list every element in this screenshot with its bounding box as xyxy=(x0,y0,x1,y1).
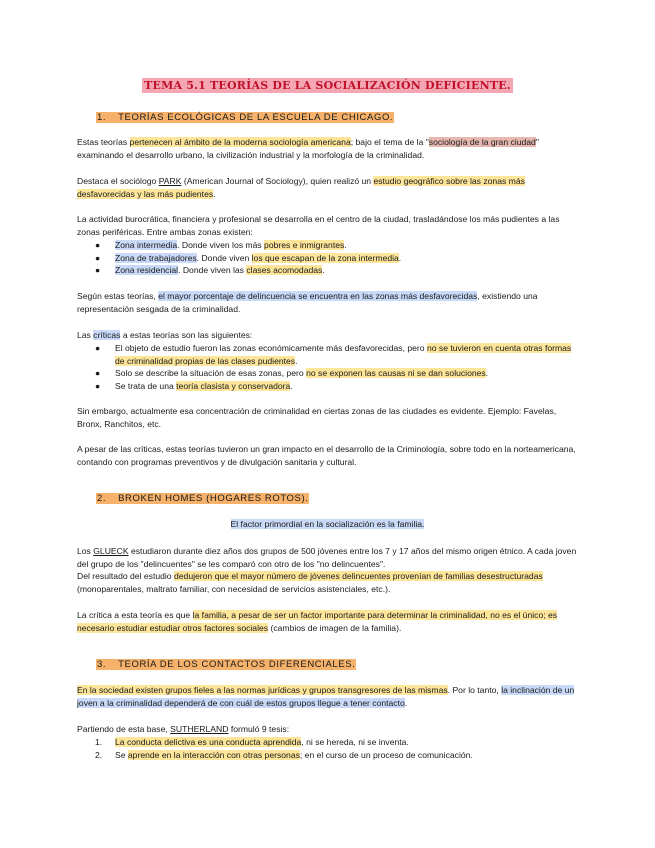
list-item: ● Zona intermedia. Donde viven los más pobres e inmigrantes. xyxy=(95,240,347,250)
zones-list xyxy=(77,239,577,277)
tesis-list xyxy=(77,736,577,761)
family-statement: El factor primordial en la socialización es la familia. xyxy=(230,519,425,529)
paragraph-zones-intro: La actividad burocrática, financiera y profesional se desarrolla en el centro de la ciudad, trasladándose los más pudientes a las zonas periféricas. Entre ambas zonas existen: xyxy=(77,214,560,237)
section-heading-1: 1. TEORÍAS ECOLÓGICAS DE LA ESCUELA DE CHICAGO. xyxy=(97,112,394,123)
paragraph-study-result: Del resultado del estudio dedujeron que el mayor número de jóvenes delincuentes provenían de familias desestructuradas (monoparentales, maltrato familiar, con necesidad de servicios asistenciales, etc.). xyxy=(77,571,543,594)
section-heading-2: 2. BROKEN HOMES (HOGARES ROTOS). xyxy=(97,493,309,504)
paragraph-glueck: Los GLUECK estudiaron durante diez años dos grupos de 500 jóvenes entre los 7 y 17 años del mismo origen étnico. A cada joven del grupo de los "delincuentes" se les comparó con otro de los "no delincuentes". xyxy=(77,546,577,569)
paragraph-critics-intro: Las críticas a estas teorías son las siguientes: xyxy=(77,330,253,340)
list-item: ● Se trata de una teoría clasista y conservadora. xyxy=(95,380,293,391)
list-item: 1. La conducta delictiva es una conducta aprendida, ni se hereda, ni se inventa. xyxy=(95,737,409,747)
list-item: 2. Se aprende en la interacción con otras personas; en el curso de un proceso de comunicación. xyxy=(95,749,473,760)
section-heading-3: 3. TEORÍA DE LOS CONTACTOS DIFERENCIALES. xyxy=(97,659,356,670)
list-item: ● Zona residencial. Donde viven las clases acomodadas. xyxy=(95,265,325,276)
paragraph-sutherland: Partiendo de esta base, SUTHERLAND formuló 9 tesis: xyxy=(77,724,290,734)
list-item: ● Zona de trabajadores. Donde viven los que escapan de la zona intermedia. xyxy=(95,252,402,263)
paragraph-examples: Sin embargo, actualmente esa concentración de criminalidad en ciertas zonas de las ciudades es evidente. Ejemplo: Favelas, Bronx, Ranchitos, etc. xyxy=(77,406,557,429)
paragraph-chicago-intro: Estas teorías pertenecen al ámbito de la moderna sociología americana; bajo el tema de la "sociología de la gran ciudad" examinando el desarrollo urbano, la civilización industrial y la morfología de la criminalidad. xyxy=(77,137,539,160)
paragraph-park: Destaca el sociólogo PARK (American Journal of Sociology), quien realizó un estudio geográfico sobre las zonas más desfavorecidas y las más pudientes. xyxy=(77,176,525,199)
paragraph-impact: A pesar de las críticas, estas teorías tuvieron un gran impacto en el desarrollo de la Criminología, sobre todo en la norteamericana, contando con programas preventivos y de divulgación sanitaria y cultural. xyxy=(77,444,576,467)
critics-list xyxy=(77,342,577,392)
paragraph-broken-homes-critic: La crítica a esta teoría es que la familia, a pesar de ser un factor importante para determinar la criminalidad, no es el único; es necesario estudiar estudiar otros factores sociales (cambios de imagen de la familia). xyxy=(77,610,558,633)
paragraph-delinquency: Según estas teorías, el mayor porcentaje de delincuencia se encuentra en las zonas más desfavorecidas, existiendo una representación sesgada de la criminalidad. xyxy=(77,291,538,314)
paragraph-groups: En la sociedad existen grupos fieles a las normas jurídicas y grupos transgresores de las mismas. Por lo tanto, la inclinación de un joven a la criminalidad dependerá de con cuál de estos grupos llegue a tener contacto. xyxy=(77,685,575,708)
document-title: TEMA 5.1 TEORÍAS DE LA SOCIALIZACIÓN DEFICIENTE. xyxy=(144,79,511,92)
list-item: ● Solo se describe la situación de esas zonas, pero no se exponen las causas ni se dan soluciones. xyxy=(95,368,489,379)
list-item: ● El objeto de estudio fueron las zonas económicamente más desfavorecidas, pero no se tuvieron en cuenta otras formas de criminalidad propias de las clases pudientes. xyxy=(95,343,572,366)
